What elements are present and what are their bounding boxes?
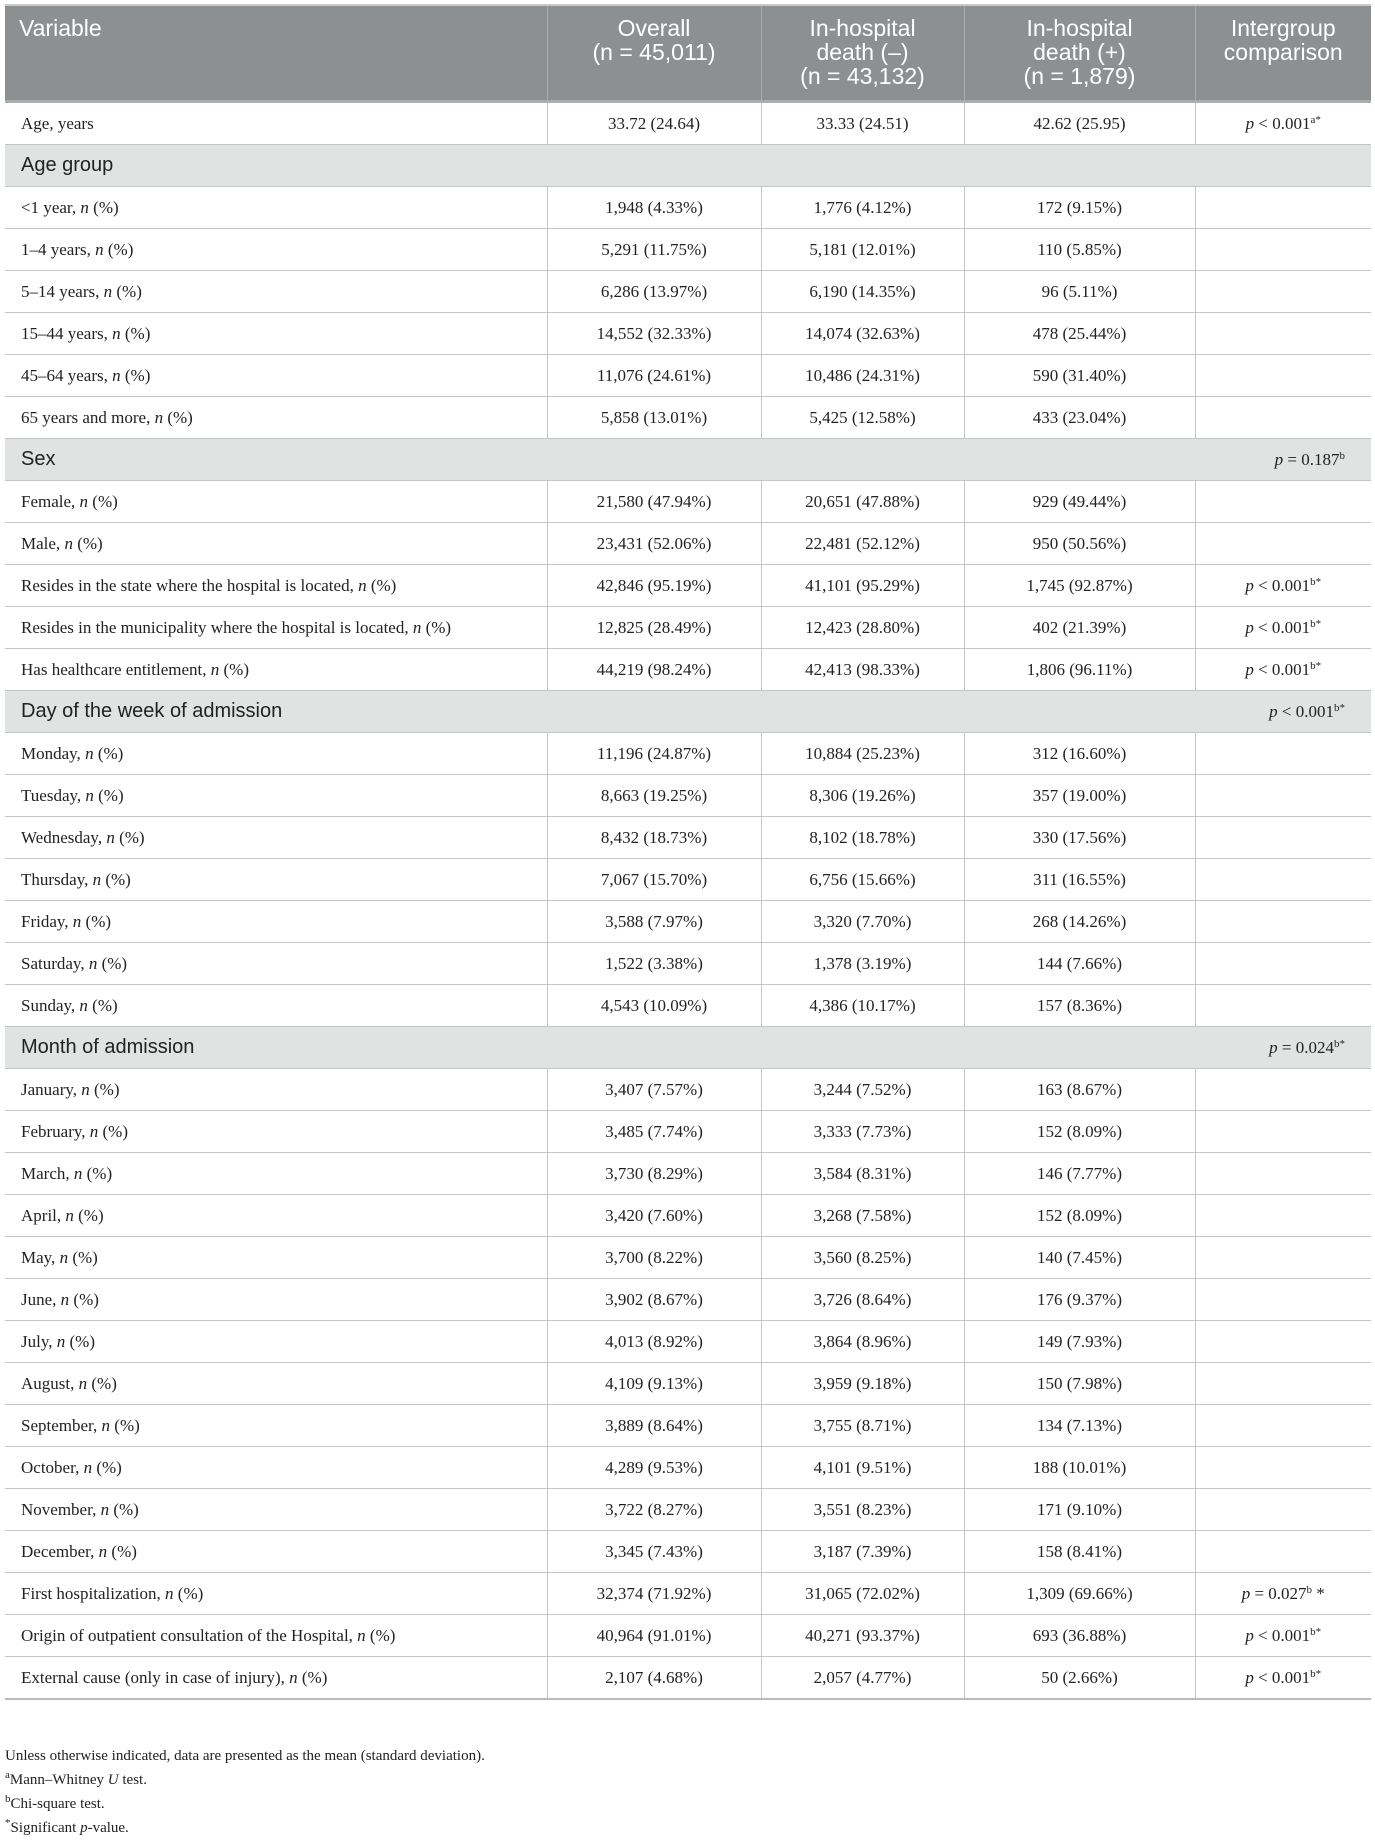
table-row [5,229,1371,271]
table-row [5,733,1371,775]
value-cell: 311 (16.55%) [964,859,1195,901]
value-cell: 4,386 (10.17%) [761,985,964,1027]
footnote: Unless otherwise indicated, data are presented as the mean (standard deviation). [5,1748,485,1764]
p-value [1195,397,1371,439]
value-cell: 1,948 (4.33%) [547,187,761,229]
value-cell: 3,902 (8.67%) [547,1279,761,1321]
variable-label: Tuesday, n (%) [5,775,547,817]
table-row [5,607,1371,649]
variable-label: January, n (%) [5,1069,547,1111]
value-cell: 3,700 (8.22%) [547,1237,761,1279]
value-cell: 40,964 (91.01%) [547,1615,761,1657]
value-cell: 6,190 (14.35%) [761,271,964,313]
variable-label: Friday, n (%) [5,901,547,943]
column-header [964,5,1195,102]
value-cell: 5,181 (12.01%) [761,229,964,271]
variable-label: July, n (%) [5,1321,547,1363]
p-value: $p < 0.001^{b*}$ [1195,565,1371,607]
table-row [5,187,1371,229]
column-header-line: (n = 1,879) [1023,63,1136,89]
section-title: Age group [5,145,1371,187]
value-cell: 176 (9.37%) [964,1279,1195,1321]
variable-label: Resides in the state where the hospital is located, n (%) [5,565,547,607]
value-cell: 4,013 (8.92%) [547,1321,761,1363]
value-cell: 146 (7.77%) [964,1153,1195,1195]
table-row [5,1195,1371,1237]
variable-label: Origin of outpatient consultation of the Hospital, n (%) [5,1615,547,1657]
value-cell: 11,196 (24.87%) [547,733,761,775]
p-value [1195,1237,1371,1279]
section-row [5,1027,1371,1069]
value-cell: 12,825 (28.49%) [547,607,761,649]
variable-label: External cause (only in case of injury), n (%) [5,1657,547,1700]
value-cell: 22,481 (52.12%) [761,523,964,565]
value-cell: 4,543 (10.09%) [547,985,761,1027]
section-row [5,691,1371,733]
value-cell: 134 (7.13%) [964,1405,1195,1447]
footnote: $^b$Chi-square test. [5,1793,105,1812]
p-value [1195,1321,1371,1363]
p-value [1195,943,1371,985]
table-row [5,1321,1371,1363]
p-value: $p < 0.001^{b*}$ [1195,1615,1371,1657]
value-cell: 8,102 (18.78%) [761,817,964,859]
value-cell: 8,432 (18.73%) [547,817,761,859]
value-cell: 3,244 (7.52%) [761,1069,964,1111]
value-cell: 3,320 (7.70%) [761,901,964,943]
value-cell: 3,268 (7.58%) [761,1195,964,1237]
value-cell: 478 (25.44%) [964,313,1195,355]
value-cell: 6,286 (13.97%) [547,271,761,313]
p-value [1195,901,1371,943]
value-cell: 41,101 (95.29%) [761,565,964,607]
p-value [1195,523,1371,565]
results-table [5,4,1371,1700]
variable-label: 65 years and more, n (%) [5,397,547,439]
table-row [5,523,1371,565]
value-cell: 2,107 (4.68%) [547,1657,761,1700]
value-cell: 42,846 (95.19%) [547,565,761,607]
value-cell: 3,730 (8.29%) [547,1153,761,1195]
value-cell: 188 (10.01%) [964,1447,1195,1489]
value-cell: 20,651 (47.88%) [761,481,964,523]
table-row [5,355,1371,397]
table-row [5,649,1371,691]
p-value [1195,1195,1371,1237]
variable-label: November, n (%) [5,1489,547,1531]
value-cell: 693 (36.88%) [964,1615,1195,1657]
variable-label: Age, years [5,102,547,145]
table-row [5,1615,1371,1657]
value-cell: 950 (50.56%) [964,523,1195,565]
variable-label: October, n (%) [5,1447,547,1489]
value-cell: 5,425 (12.58%) [761,397,964,439]
value-cell: 4,109 (9.13%) [547,1363,761,1405]
value-cell: 10,486 (24.31%) [761,355,964,397]
value-cell: 3,345 (7.43%) [547,1531,761,1573]
variable-label: February, n (%) [5,1111,547,1153]
value-cell: 8,663 (19.25%) [547,775,761,817]
value-cell: 4,289 (9.53%) [547,1447,761,1489]
value-cell: 3,755 (8.71%) [761,1405,964,1447]
value-cell: 150 (7.98%) [964,1363,1195,1405]
value-cell: 163 (8.67%) [964,1069,1195,1111]
value-cell: 10,884 (25.23%) [761,733,964,775]
value-cell: 140 (7.45%) [964,1237,1195,1279]
column-header-line: (n = 43,132) [800,63,925,89]
value-cell: 152 (8.09%) [964,1111,1195,1153]
p-value: p = 0.187$^b$ [1195,439,1371,481]
table-row [5,1405,1371,1447]
p-value [1195,229,1371,271]
table-row [5,1111,1371,1153]
value-cell: 330 (17.56%) [964,817,1195,859]
value-cell: 3,864 (8.96%) [761,1321,964,1363]
column-header-line: comparison [1223,39,1343,65]
p-value [1195,1069,1371,1111]
value-cell: 1,745 (92.87%) [964,565,1195,607]
table-row [5,1447,1371,1489]
p-value [1195,1531,1371,1573]
value-cell: 268 (14.26%) [964,901,1195,943]
value-cell: 3,588 (7.97%) [547,901,761,943]
value-cell: 14,552 (32.33%) [547,313,761,355]
variable-label: 45–64 years, n (%) [5,355,547,397]
p-value: $p < 0.001^{a*}$ [1195,102,1371,145]
value-cell: 3,722 (8.27%) [547,1489,761,1531]
value-cell: 149 (7.93%) [964,1321,1195,1363]
p-value [1195,985,1371,1027]
value-cell: 1,522 (3.38%) [547,943,761,985]
p-value [1195,1363,1371,1405]
value-cell: 929 (49.44%) [964,481,1195,523]
value-cell: 1,806 (96.11%) [964,649,1195,691]
variable-label: March, n (%) [5,1153,547,1195]
section-row [5,439,1371,481]
table-row [5,1489,1371,1531]
variable-label: 15–44 years, n (%) [5,313,547,355]
p-value [1195,859,1371,901]
variable-label: First hospitalization, n (%) [5,1573,547,1615]
table-row [5,1069,1371,1111]
table-row [5,943,1371,985]
table-row [5,901,1371,943]
p-value [1195,1153,1371,1195]
value-cell: 5,858 (13.01%) [547,397,761,439]
value-cell: 158 (8.41%) [964,1531,1195,1573]
value-cell: 157 (8.36%) [964,985,1195,1027]
column-header [1195,5,1371,102]
value-cell: 3,420 (7.60%) [547,1195,761,1237]
p-value [1195,1447,1371,1489]
value-cell: 3,560 (8.25%) [761,1237,964,1279]
table-row [5,397,1371,439]
p-value: $p = 0.024^{b*}$ [1195,1027,1371,1069]
value-cell: 31,065 (72.02%) [761,1573,964,1615]
value-cell: 3,187 (7.39%) [761,1531,964,1573]
value-cell: 433 (23.04%) [964,397,1195,439]
value-cell: 110 (5.85%) [964,229,1195,271]
p-value [1195,187,1371,229]
header-row [5,5,1371,102]
variable-label: 5–14 years, n (%) [5,271,547,313]
p-value [1195,1405,1371,1447]
value-cell: 42,413 (98.33%) [761,649,964,691]
table-row [5,775,1371,817]
variable-label: Female, n (%) [5,481,547,523]
variable-label: Resides in the municipality where the hospital is located, n (%) [5,607,547,649]
section-title: Month of admission [5,1027,1195,1069]
table-row [5,481,1371,523]
variable-label: Wednesday, n (%) [5,817,547,859]
variable-label: April, n (%) [5,1195,547,1237]
p-value: $p < 0.001^{b*}$ [1195,691,1371,733]
table-row [5,985,1371,1027]
section-title: Sex [5,439,1195,481]
value-cell: 590 (31.40%) [964,355,1195,397]
p-value: $p < 0.001^{b*}$ [1195,649,1371,691]
variable-label: June, n (%) [5,1279,547,1321]
column-header-line: In-hospital [809,15,916,41]
value-cell: 171 (9.10%) [964,1489,1195,1531]
value-cell: 42.62 (25.95) [964,102,1195,145]
value-cell: 11,076 (24.61%) [547,355,761,397]
table-row [5,1237,1371,1279]
column-header-line: Variable [19,15,102,41]
variable-label: December, n (%) [5,1531,547,1573]
value-cell: 1,309 (69.66%) [964,1573,1195,1615]
value-cell: 1,776 (4.12%) [761,187,964,229]
value-cell: 3,551 (8.23%) [761,1489,964,1531]
column-header-line: (n = 45,011) [592,39,716,65]
variable-label: September, n (%) [5,1405,547,1447]
table-row [5,102,1371,145]
value-cell: 33.33 (24.51) [761,102,964,145]
value-cell: 50 (2.66%) [964,1657,1195,1700]
variable-label: May, n (%) [5,1237,547,1279]
column-header [547,5,761,102]
p-value: $p < 0.001^{b*}$ [1195,1657,1371,1700]
value-cell: 3,889 (8.64%) [547,1405,761,1447]
value-cell: 357 (19.00%) [964,775,1195,817]
table-row [5,1657,1371,1700]
value-cell: 2,057 (4.77%) [761,1657,964,1700]
value-cell: 40,271 (93.37%) [761,1615,964,1657]
variable-label: August, n (%) [5,1363,547,1405]
p-value [1195,817,1371,859]
variable-label: Thursday, n (%) [5,859,547,901]
p-value [1195,481,1371,523]
value-cell: 402 (21.39%) [964,607,1195,649]
value-cell: 14,074 (32.63%) [761,313,964,355]
table-row [5,1531,1371,1573]
variable-label: 1–4 years, n (%) [5,229,547,271]
footnote: $^a$Mann–Whitney U test. [5,1769,147,1788]
value-cell: 3,959 (9.18%) [761,1363,964,1405]
table-row [5,1153,1371,1195]
table-row [5,313,1371,355]
value-cell: 96 (5.11%) [964,271,1195,313]
value-cell: 3,485 (7.74%) [547,1111,761,1153]
table-row [5,817,1371,859]
table-row [5,1573,1371,1615]
column-header-line: Intergroup [1230,15,1336,41]
section-row [5,145,1371,187]
p-value [1195,355,1371,397]
value-cell: 152 (8.09%) [964,1195,1195,1237]
value-cell: 3,584 (8.31%) [761,1153,964,1195]
value-cell: 7,067 (15.70%) [547,859,761,901]
variable-label: Monday, n (%) [5,733,547,775]
table-row [5,1363,1371,1405]
value-cell: 144 (7.66%) [964,943,1195,985]
column-header-line: death (+) [1033,39,1126,65]
p-value [1195,1111,1371,1153]
section-title: Day of the week of admission [5,691,1195,733]
value-cell: 3,407 (7.57%) [547,1069,761,1111]
table-row [5,565,1371,607]
column-header-line: Overall [617,15,691,41]
p-value [1195,733,1371,775]
value-cell: 44,219 (98.24%) [547,649,761,691]
value-cell: 3,333 (7.73%) [761,1111,964,1153]
variable-label: Sunday, n (%) [5,985,547,1027]
column-header-line: death (–) [816,39,909,65]
value-cell: 8,306 (19.26%) [761,775,964,817]
value-cell: 312 (16.60%) [964,733,1195,775]
value-cell: 21,580 (47.94%) [547,481,761,523]
table-row [5,1279,1371,1321]
value-cell: 33.72 (24.64) [547,102,761,145]
p-value [1195,271,1371,313]
footnote: *Significant p-value. [5,1817,129,1836]
variable-label: Male, n (%) [5,523,547,565]
footnotes [5,1744,485,1840]
p-value [1195,1489,1371,1531]
column-header [5,5,547,102]
value-cell: 12,423 (28.80%) [761,607,964,649]
variable-label: <1 year, n (%) [5,187,547,229]
column-header [761,5,964,102]
variable-label: Has healthcare entitlement, n (%) [5,649,547,691]
p-value: $p < 0.001^{b*}$ [1195,607,1371,649]
p-value [1195,775,1371,817]
p-value [1195,313,1371,355]
value-cell: 4,101 (9.51%) [761,1447,964,1489]
value-cell: 6,756 (15.66%) [761,859,964,901]
value-cell: 23,431 (52.06%) [547,523,761,565]
table-row [5,271,1371,313]
value-cell: 172 (9.15%) [964,187,1195,229]
value-cell: 5,291 (11.75%) [547,229,761,271]
column-header-line: In-hospital [1026,15,1133,41]
p-value [1195,1279,1371,1321]
value-cell: 32,374 (71.92%) [547,1573,761,1615]
table-row [5,859,1371,901]
p-value: p = 0.027$^b$ * [1195,1573,1371,1615]
variable-label: Saturday, n (%) [5,943,547,985]
value-cell: 1,378 (3.19%) [761,943,964,985]
value-cell: 3,726 (8.64%) [761,1279,964,1321]
